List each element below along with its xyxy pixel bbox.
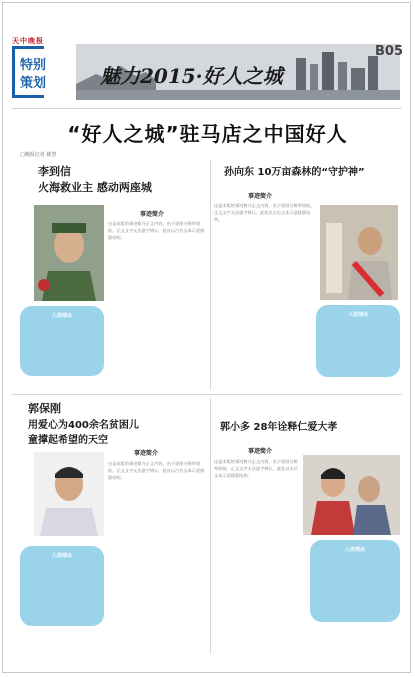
story-4-headline: 郭小多 28年诠释仁爱大孝 — [220, 422, 338, 433]
story-1-reason-label: 入选理由 — [51, 313, 72, 319]
story-2-reason-bubble — [316, 305, 400, 377]
story-2-photo — [320, 205, 398, 300]
story-1-body: 这是本版的事迹简介正文内容，由于原图分辨率较低，正文文字无法逐字辨认，此处以占位文本示意排版结构。 — [108, 221, 205, 241]
column-divider-bottom — [210, 398, 211, 654]
story-2-reason-label: 入选理由 — [347, 312, 368, 318]
story-1-name: 李到信 — [38, 165, 71, 178]
story-2-headline: 孙向东 10万亩森林的“守护神” — [224, 167, 365, 178]
banner-title: 魅力2015·好人之城 — [100, 64, 283, 88]
story-3-headline-line1: 用爱心为400余名贫困儿 — [28, 420, 139, 431]
section-label-line2: 策划 — [20, 76, 47, 91]
story-3-photo — [34, 452, 104, 536]
header-divider — [12, 108, 402, 109]
story-4-reason-bubble — [310, 540, 400, 622]
story-4-photo — [303, 455, 400, 535]
story-4-body: 这是本版的事迹简介正文内容，由于原图分辨率较低，正文文字无法逐字辨认，此处以占位文本示意排版结构。 — [214, 459, 298, 479]
story-2-section-head: 事迹简介 — [248, 193, 273, 200]
story-3-reason-bubble — [20, 546, 104, 626]
main-title: “好人之城”驻马店之中国好人 — [67, 122, 348, 146]
story-4-reason-label: 入选理由 — [344, 547, 365, 553]
page-number: B05 — [375, 44, 403, 59]
story-1-reason-bubble — [20, 306, 104, 376]
section-label-line1: 特别 — [20, 58, 47, 73]
story-1-photo — [34, 205, 104, 301]
story-3-headline-line2: 童撑起希望的天空 — [28, 435, 108, 446]
row-divider — [12, 394, 402, 395]
story-3-name: 郭保刚 — [28, 402, 61, 415]
column-divider-top — [210, 160, 211, 390]
story-3-body: 这是本版的事迹简介正文内容，由于原图分辨率较低，正文文字无法逐字辨认，此处以占位文本示意排版结构。 — [108, 461, 205, 481]
masthead: 天中晚报 — [12, 37, 44, 45]
story-3-section-head: 事迹简介 — [134, 450, 159, 457]
story-4-section-head: 事迹简介 — [248, 448, 273, 455]
story-1-section-head: 事迹简介 — [140, 211, 165, 218]
byline: □晚报记者 姚慧 — [20, 152, 57, 158]
story-2-body: 这是本版的事迹简介正文内容，由于原图分辨率较低，正文文字无法逐字辨认，此处以占位文本示意排版结构。 — [214, 203, 315, 223]
story-3-reason-label: 入选理由 — [51, 553, 72, 559]
story-1-headline: 火海救业主 感动两座城 — [38, 181, 152, 194]
